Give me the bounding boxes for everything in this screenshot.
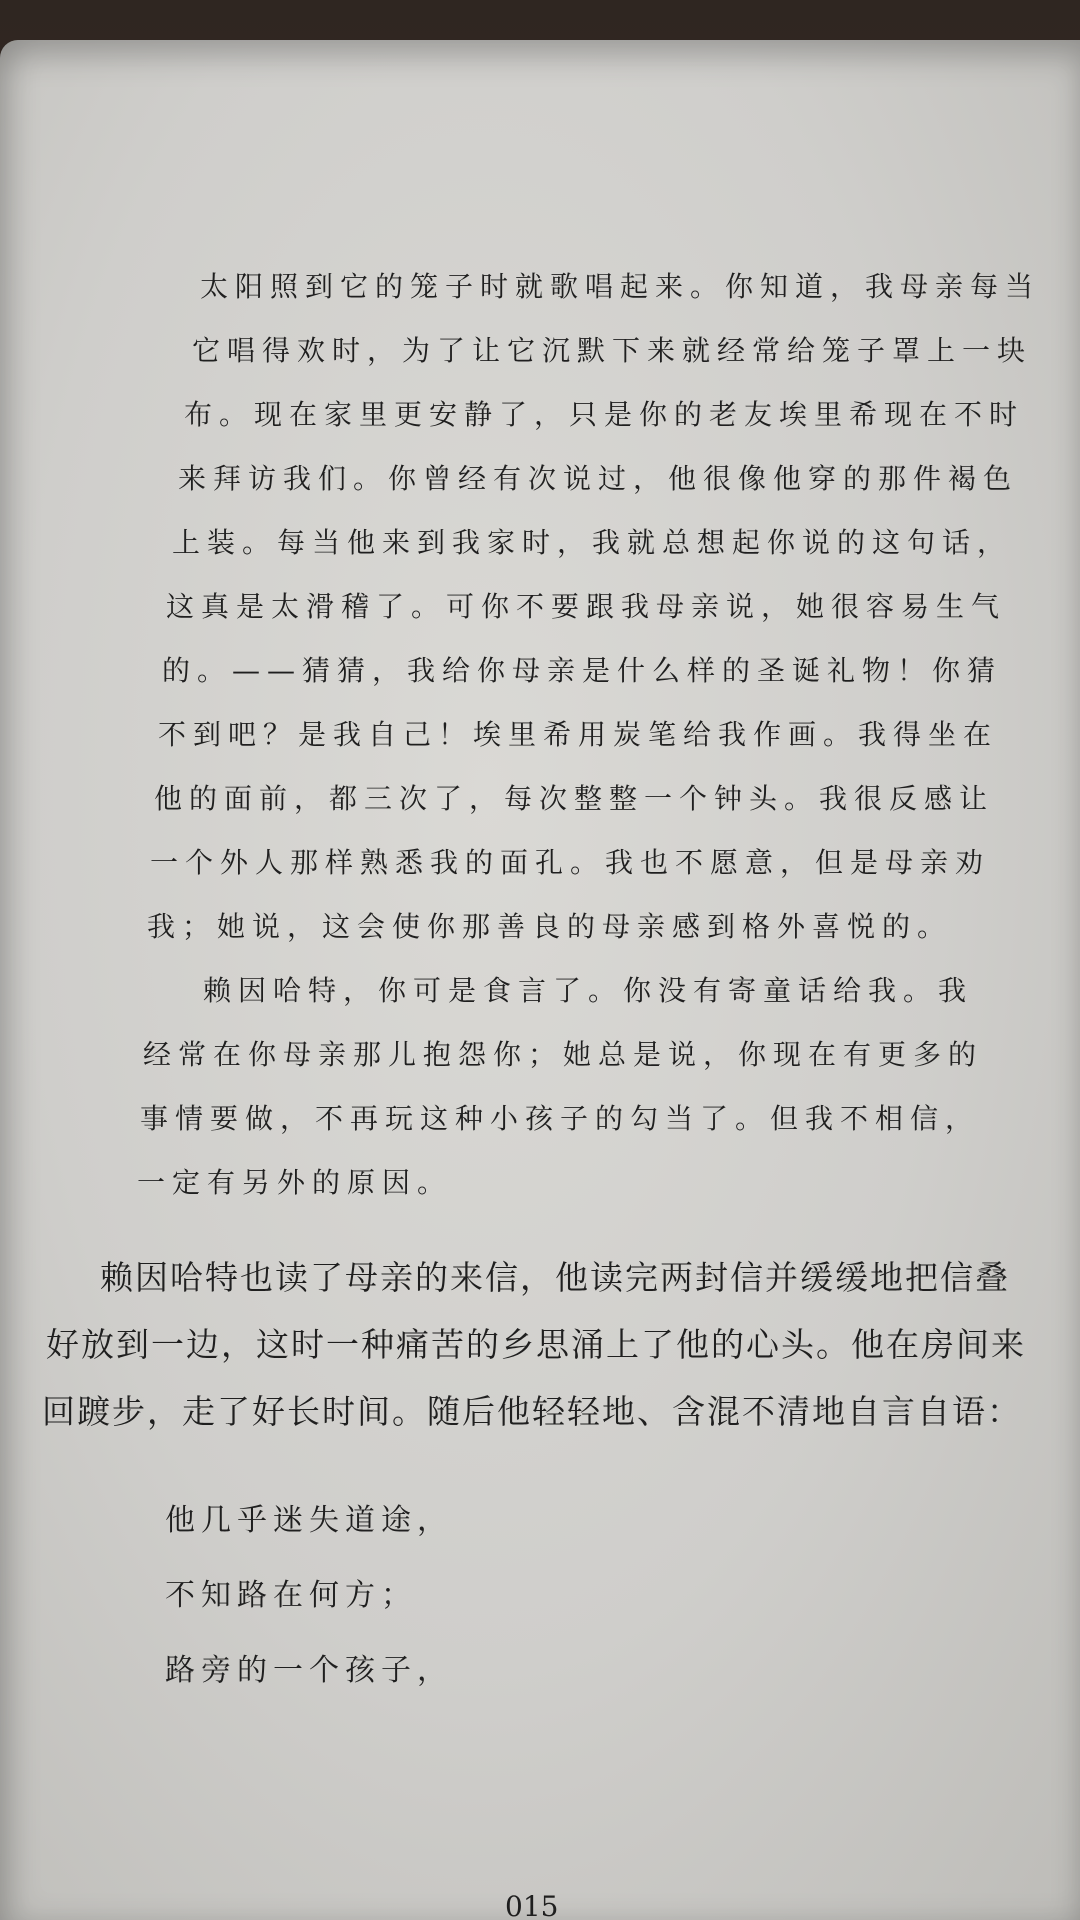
poem-line: 不知路在何方； bbox=[165, 1578, 417, 1613]
letter-line: 的。——猜猜，我给你母亲是什么样的圣诞礼物！你猜 bbox=[162, 654, 1003, 687]
letter-line: 这真是太滑稽了。可你不要跟我母亲说，她很容易生气 bbox=[166, 590, 1007, 623]
narrative-line: 赖因哈特也读了母亲的来信，他读完两封信并缓缓地把信叠 bbox=[100, 1258, 1010, 1297]
letter-line: 太阳照到它的笼子时就歌唱起来。你知道，我母亲每当 bbox=[200, 270, 1041, 303]
letter-line: 一定有另外的原因。 bbox=[137, 1166, 453, 1199]
letter-line: 我；她说，这会使你那善良的母亲感到格外喜悦的。 bbox=[147, 910, 953, 943]
letter-line: 布。现在家里更安静了，只是你的老友埃里希现在不时 bbox=[184, 398, 1025, 431]
letter-line: 上装。每当他来到我家时，我就总想起你说的这句话， bbox=[172, 526, 1013, 559]
poem-line: 路旁的一个孩子， bbox=[165, 1653, 453, 1688]
narrative-line: 好放到一边，这时一种痛苦的乡思涌上了他的心头。他在房间来 bbox=[46, 1325, 1026, 1364]
letter-line: 不到吧？是我自己！埃里希用炭笔给我作画。我得坐在 bbox=[158, 718, 999, 751]
poem-line: 他几乎迷失道途， bbox=[165, 1503, 453, 1538]
book-page bbox=[0, 40, 1080, 1920]
letter-line: 一个外人那样熟悉我的面孔。我也不愿意，但是母亲劝 bbox=[150, 846, 991, 879]
letter-line: 它唱得欢时，为了让它沉默下来就经常给笼子罩上一块 bbox=[192, 334, 1033, 367]
page-number: 015 bbox=[505, 1890, 559, 1920]
letter-line: 赖因哈特，你可是食言了。你没有寄童话给我。我 bbox=[203, 974, 974, 1007]
letter-line: 来拜访我们。你曾经有次说过，他很像他穿的那件褐色 bbox=[178, 462, 1019, 495]
letter-line: 事情要做，不再玩这种小孩子的勾当了。但我不相信， bbox=[140, 1102, 981, 1135]
letter-line: 经常在你母亲那儿抱怨你；她总是说，你现在有更多的 bbox=[143, 1038, 984, 1071]
letter-line: 他的面前，都三次了，每次整整一个钟头。我很反感让 bbox=[154, 782, 995, 815]
narrative-line: 回踱步，走了好长时间。随后他轻轻地、含混不清地自言自语： bbox=[42, 1392, 1022, 1431]
